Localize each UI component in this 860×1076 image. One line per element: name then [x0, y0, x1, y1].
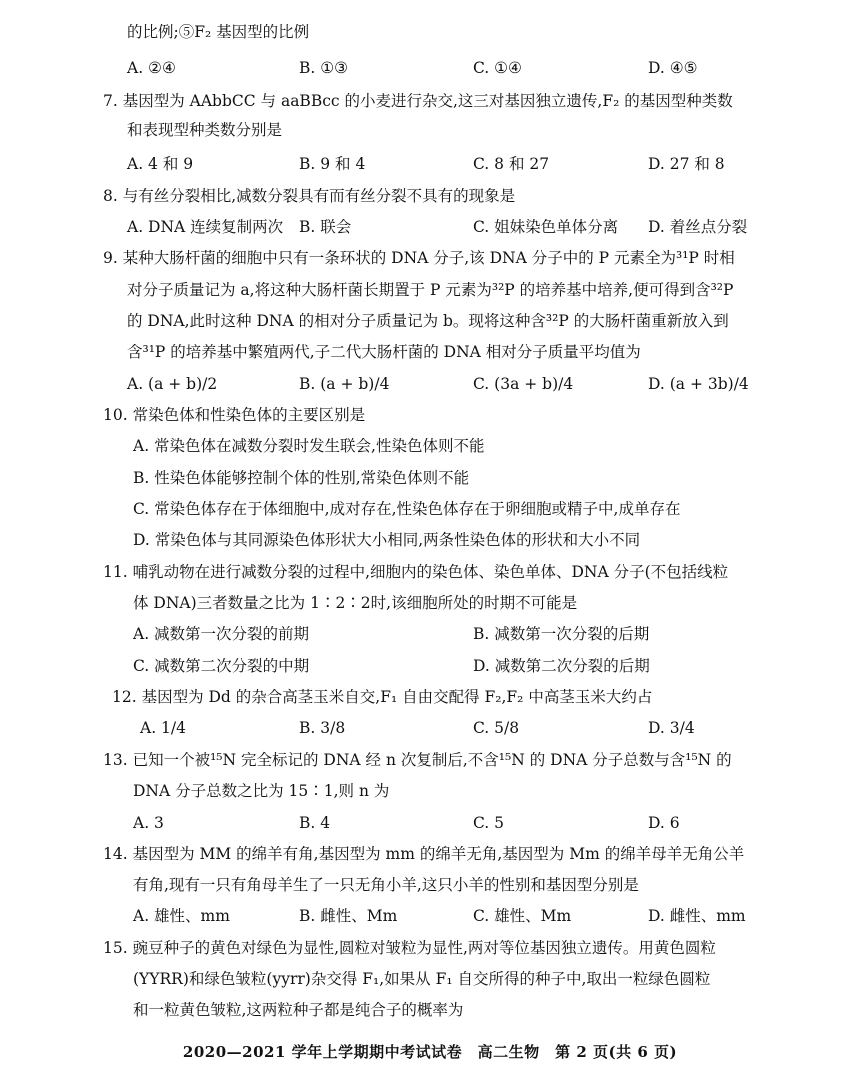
q11-option-a: A. 减数第一次分裂的前期: [133, 625, 310, 643]
q15-stem-line-3: 和一粒黄色皱粒,这两粒种子都是纯合子的概率为: [133, 1001, 464, 1019]
q14-option-b: B. 雌性、Mm: [299, 907, 398, 925]
q14-stem-line-2: 有角,现有一只有角母羊生了一只无角小羊,这只小羊的性别和基因型分别是: [133, 876, 639, 894]
page-footer: 2020—2021 学年上学期期中考试试卷 高二生物 第 2 页(共 6 页): [182, 1043, 678, 1061]
q6-option-d: D. ④⑤: [648, 59, 698, 77]
q12-option-a: A. 1/4: [140, 719, 186, 737]
q9-stem-line-3: 的 DNA,此时这种 DNA 的相对分子质量记为 b。现将这种含³²P 的大肠杆菌重新放入到: [127, 312, 729, 330]
q9-option-d: D. (a + 3b)/4: [648, 375, 749, 393]
q12-stem-line-1: 12. 基因型为 Dd 的杂合高茎玉米自交,F₁ 自由交配得 F₂,F₂ 中高茎玉米大约占: [112, 688, 653, 706]
q8-stem-line-1: 8. 与有丝分裂相比,减数分裂具有而有丝分裂不具有的现象是: [103, 187, 516, 205]
q9-stem-line-2: 对分子质量记为 a,将这种大肠杆菌长期置于 P 元素为³²P 的培养基中培养,便可得到含³²P: [127, 281, 734, 299]
q11-option-d: D. 减数第二次分裂的后期: [473, 657, 650, 675]
q13-stem-line-1: 13. 已知一个被¹⁵N 完全标记的 DNA 经 n 次复制后,不含¹⁵N 的 DNA 分子总数与含¹⁵N 的: [103, 751, 732, 769]
q7-stem-line-1: 7. 基因型为 AAbbCC 与 aaBBcc 的小麦进行杂交,这三对基因独立遗传,F₂ 的基因型种类数: [103, 92, 733, 110]
q11-option-b: B. 减数第一次分裂的后期: [473, 625, 650, 643]
q13-option-d: D. 6: [648, 814, 680, 832]
q12-option-b: B. 3/8: [299, 719, 346, 737]
q10-option-b: B. 性染色体能够控制个体的性别,常染色体则不能: [133, 469, 470, 487]
q12-option-c: C. 5/8: [473, 719, 520, 737]
q9-option-c: C. (3a + b)/4: [473, 375, 574, 393]
q7-option-d: D. 27 和 8: [648, 155, 725, 173]
q6-option-c: C. ①④: [473, 59, 522, 77]
q8-option-d: D. 着丝点分裂: [648, 218, 748, 236]
q13-stem-line-2: DNA 分子总数之比为 15∶1,则 n 为: [133, 782, 390, 800]
q8-option-a: A. DNA 连续复制两次: [127, 218, 284, 236]
q10-stem-line-1: 10. 常染色体和性染色体的主要区别是: [103, 406, 366, 424]
q15-stem-line-1: 15. 豌豆种子的黄色对绿色为显性,圆粒对皱粒为显性,两对等位基因独立遗传。用黄色圆粒: [103, 939, 716, 957]
q7-option-a: A. 4 和 9: [127, 155, 194, 173]
q12-option-d: D. 3/4: [648, 719, 695, 737]
q10-option-d: D. 常染色体与其同源染色体形状大小相同,两条性染色体的形状和大小不同: [133, 531, 641, 549]
q13-option-c: C. 5: [473, 814, 505, 832]
q8-option-c: C. 姐妹染色单体分离: [473, 218, 619, 236]
q6-option-b: B. ①③: [299, 59, 349, 77]
q8-option-b: B. 联会: [299, 218, 352, 236]
q14-option-d: D. 雌性、mm: [648, 907, 746, 925]
q13-option-a: A. 3: [133, 814, 164, 832]
q7-stem-line-2: 和表现型种类数分别是: [127, 121, 283, 139]
q10-option-c: C. 常染色体存在于体细胞中,成对存在,性染色体存在于卵细胞或精子中,成单存在: [133, 500, 681, 518]
q11-stem-line-2: 体 DNA)三者数量之比为 1∶2∶2时,该细胞所处的时期不可能是: [133, 594, 578, 612]
q7-option-c: C. 8 和 27: [473, 155, 550, 173]
q9-stem-line-4: 含³¹P 的培养基中繁殖两代,子二代大肠杆菌的 DNA 相对分子质量平均值为: [127, 343, 641, 361]
q6-option-a: A. ②④: [127, 59, 176, 77]
q10-option-a: A. 常染色体在减数分裂时发生联会,性染色体则不能: [133, 437, 485, 455]
q14-option-c: C. 雄性、Mm: [473, 907, 572, 925]
q14-option-a: A. 雄性、mm: [133, 907, 230, 925]
q11-option-c: C. 减数第二次分裂的中期: [133, 657, 310, 675]
q7-option-b: B. 9 和 4: [299, 155, 366, 173]
q15-stem-line-2: (YYRR)和绿色皱粒(yyrr)杂交得 F₁,如果从 F₁ 自交所得的种子中,取出一粒绿色圆粒: [133, 970, 711, 988]
q13-option-b: B. 4: [299, 814, 331, 832]
q14-stem-line-1: 14. 基因型为 MM 的绵羊有角,基因型为 mm 的绵羊无角,基因型为 Mm 的绵羊母羊无角公羊: [103, 845, 745, 863]
q9-option-a: A. (a + b)/2: [127, 375, 218, 393]
q9-stem-line-1: 9. 某种大肠杆菌的细胞中只有一条环状的 DNA 分子,该 DNA 分子中的 P 元素全为³¹P 时相: [103, 249, 735, 267]
q6-text-line: 的比例;⑤F₂ 基因型的比例: [127, 23, 310, 41]
q11-stem-line-1: 11. 哺乳动物在进行减数分裂的过程中,细胞内的染色体、染色单体、DNA 分子(不包括线粒: [103, 563, 729, 581]
q9-option-b: B. (a + b)/4: [299, 375, 390, 393]
